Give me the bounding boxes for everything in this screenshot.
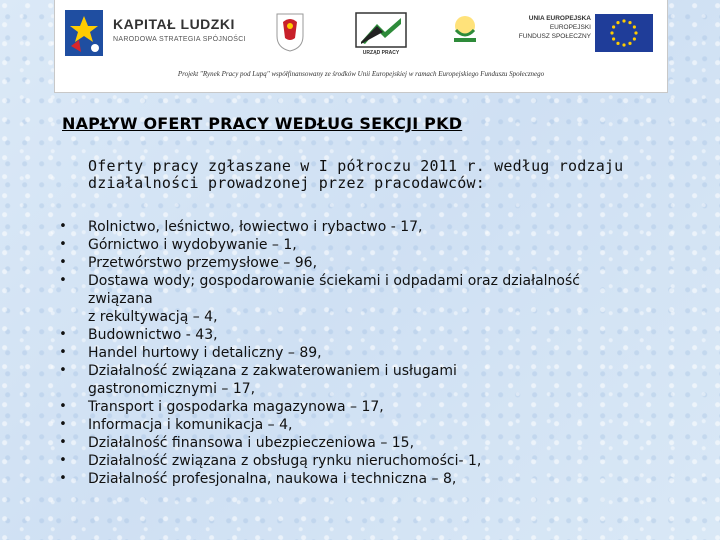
intro-line-1: Oferty pracy zgłaszane w I półroczu 2011 r. według rodzaju [88,157,624,175]
labor-office-label: URZĄD PRACY [362,50,400,56]
sector-list [56,218,686,488]
list-item-text: Działalność związana z zakwaterowaniem i usługami [88,363,457,379]
eu-line-2: EUROPEJSKI [549,24,591,31]
list-item-text: Górnictwo i wydobywanie – 1, [88,237,297,253]
kapital-ludzki-title: KAPITAŁ LUDZKI [113,16,235,32]
eu-line-1: UNIA EUROPEJSKA [528,15,591,22]
list-item [56,326,686,344]
eu-line-3: FUNDUSZ SPOŁECZNY [518,33,591,40]
bullet-icon: • [59,363,67,378]
list-item [56,236,686,254]
kapital-ludzki-subtitle: NARODOWA STRATEGIA SPÓJNOŚCI [113,36,246,43]
list-item [56,272,686,326]
logo-row [55,8,667,60]
list-item-text: Handel hurtowy i detaliczny – 89, [88,345,322,361]
intro-line-2: działalności prowadzonej przez pracodawców: [88,174,485,192]
kapital-ludzki-logo-icon [65,10,103,56]
list-item-text: Działalność związana z obsługą rynku nieruchomości- 1, [88,453,482,469]
bullet-icon: • [59,345,67,360]
list-item-text: Budownictwo - 43, [88,327,218,343]
list-item-text: związana [88,291,153,307]
intro-text [88,158,688,192]
bullet-icon: • [59,219,67,234]
list-item-text: gastronomicznymi – 17, [88,381,256,397]
regional-crest-icon [275,12,305,52]
bullet-icon: • [59,471,67,486]
page-title: NAPŁYW OFERT PRACY WEDŁUG SEKCJI PKD [62,114,463,133]
partner-logo-icon [450,14,480,44]
list-item-text: Działalność profesjonalna, naukowa i techniczna – 8, [88,471,457,487]
list-item [56,344,686,362]
list-item [56,254,686,272]
list-item [56,452,686,470]
eu-flag-icon [595,14,653,52]
list-item-text: Dostawa wody; gospodarowanie ściekami i odpadami oraz działalność [88,273,580,289]
bullet-icon: • [59,435,67,450]
list-item-text: Działalność finansowa i ubezpieczeniowa – 15, [88,435,415,451]
list-item-text: Rolnictwo, leśnictwo, łowiectwo i rybactwo - 17, [88,219,423,235]
list-item-text: Transport i gospodarka magazynowa – 17, [88,399,384,415]
bullet-icon: • [59,237,67,252]
eu-text [507,14,591,41]
bullet-icon: • [59,255,67,270]
list-item-text: z rekultywacją – 4, [88,309,218,325]
list-item [56,470,686,488]
bullet-icon: • [59,453,67,468]
bullet-icon: • [59,399,67,414]
list-item [56,398,686,416]
header-banner [54,0,668,93]
list-item-text: Informacja i komunikacja – 4, [88,417,293,433]
bullet-icon: • [59,417,67,432]
bullet-icon: • [59,273,67,288]
list-item [56,362,686,398]
labor-office-logo-icon [355,12,407,54]
bullet-icon: • [59,327,67,342]
list-item-text: Przetwórstwo przemysłowe – 96, [88,255,318,271]
list-item [56,218,686,236]
list-item [56,434,686,452]
list-item [56,416,686,434]
project-caption: Projekt "Rynek Pracy pod Lupą" współfinansowany ze środków Unii Europejskiej w ramach Europejskiego Funduszu Społecznego [177,70,545,78]
